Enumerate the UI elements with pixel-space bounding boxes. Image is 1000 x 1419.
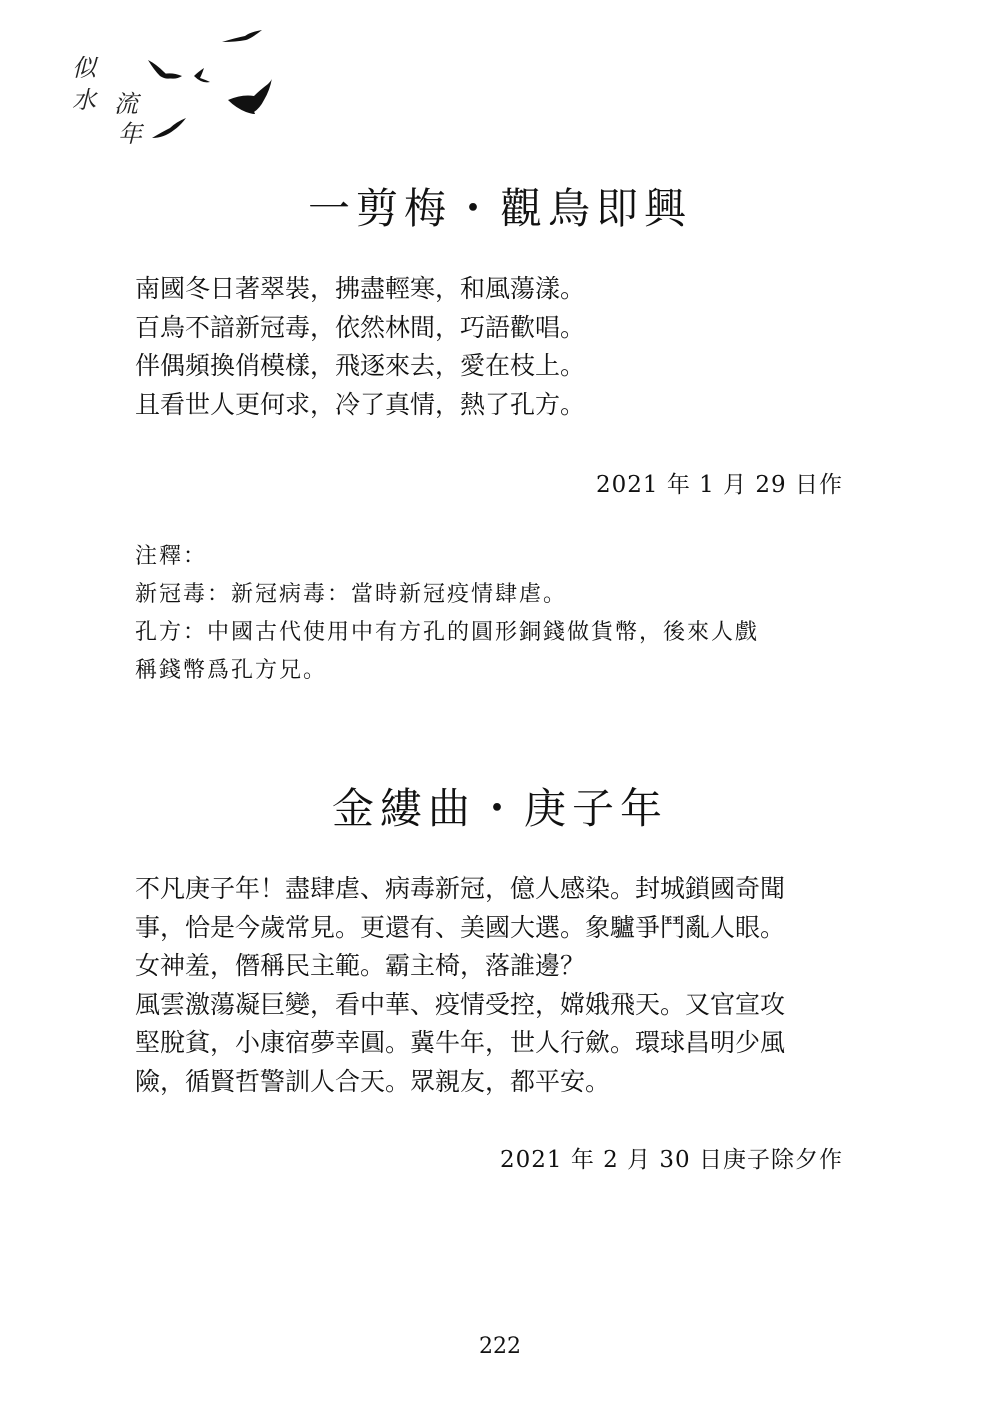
annotation-line: 孔方：中國古代使用中有方孔的圓形銅錢做貨幣，後來人戲: [135, 620, 760, 645]
poem-line: 百鳥不諳新冠毒，依然林間，巧語歡唱。: [135, 312, 586, 342]
page-number: 222: [479, 1334, 521, 1359]
logo-char-4: 年: [118, 120, 142, 148]
poem-line: 南國冬日著翠裝，拂盡輕寒，和風蕩漾。: [135, 274, 586, 303]
poem-line: 堅脫貧，小康宿夢幸圓。冀牛年，世人行歛。環球昌明少風: [135, 1028, 786, 1057]
poem-line: 險，循賢哲警訓人合天。眾親友，都平安。: [135, 1066, 611, 1096]
poem-line: 事，恰是今歲常見。更還有、美國大選。象驢爭鬥亂人眼。: [135, 912, 786, 942]
poem-line: 女神羞，僭稱民主範。霸主椅，落誰邊？: [135, 951, 586, 980]
annotation-line: 新冠毒：新冠病毒：當時新冠疫情肆虐。: [135, 582, 568, 607]
logo-char-2: 水: [72, 86, 96, 114]
header-logo: [60, 20, 290, 150]
poem-title: 一剪梅・觀鳥即興: [307, 184, 692, 233]
poem-line: 且看世人更何求，冷了真情，熱了孔方。: [135, 389, 586, 419]
poem-date: 2021 年 1 月 29 日作: [596, 472, 843, 498]
poem-title: 金縷曲・庚子年: [331, 784, 668, 833]
poem-line: 風雲激蕩凝巨變，看中華、疫情受控，嫦娥飛天。又官宣攻: [135, 989, 786, 1019]
poem-body: [135, 270, 847, 424]
logo-char-3: 流: [114, 90, 138, 118]
annotations-heading: 注釋：: [135, 544, 208, 569]
poem-date: 2021 年 2 月 30 日庚子除夕作: [500, 1147, 843, 1173]
logo-char-1: 似: [72, 54, 96, 82]
annotations: [135, 538, 847, 690]
annotation-line: 稱錢幣爲孔方兄。: [135, 658, 328, 683]
poem-line: 不凡庚子年！盡肆虐、病毒新冠，億人感染。封城鎖國奇聞: [135, 874, 786, 903]
poem-body: [135, 870, 847, 1101]
poem-line: 伴偶頻換俏模樣，飛逐來去，愛在枝上。: [135, 351, 586, 380]
flying-birds-icon: [60, 20, 290, 150]
